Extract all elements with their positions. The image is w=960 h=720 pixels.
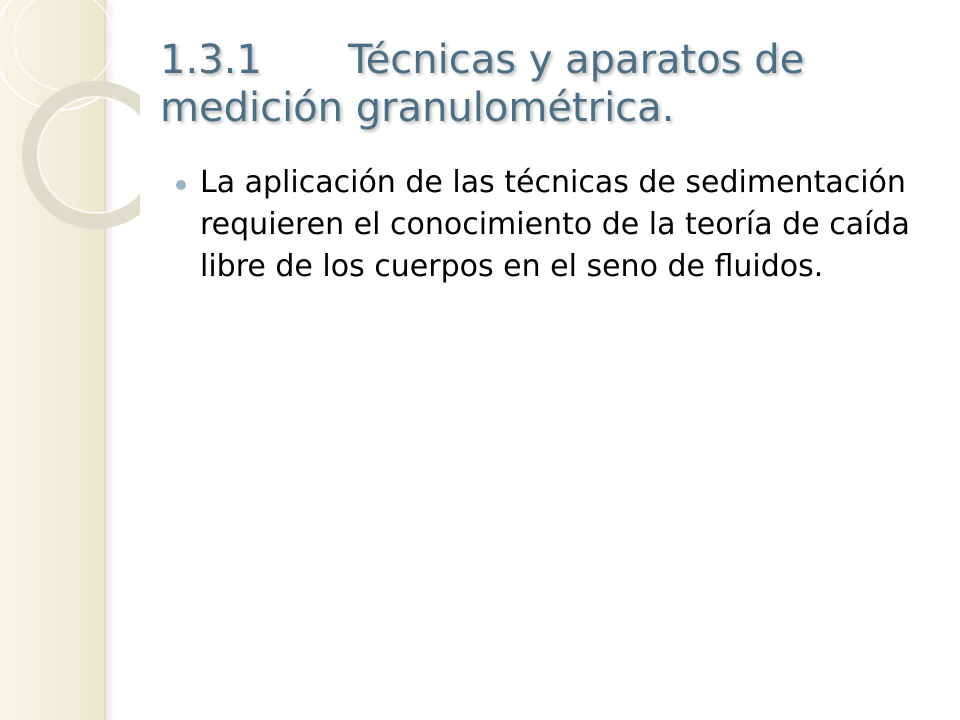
rings-decoration-icon	[0, 0, 140, 260]
bullet-item	[176, 162, 916, 288]
bullet-list	[176, 162, 916, 288]
title-text: Técnicas y aparatos de medición granulométrica.	[160, 37, 805, 131]
slide-title	[160, 36, 920, 132]
title-number: 1.3.1	[160, 37, 262, 83]
bullet-marker-icon	[176, 180, 186, 190]
bullet-text: La aplicación de las técnicas de sedimentación requieren el conocimiento de la teoría de caída libre de los cuerpos en el seno de fluidos.	[200, 165, 910, 284]
